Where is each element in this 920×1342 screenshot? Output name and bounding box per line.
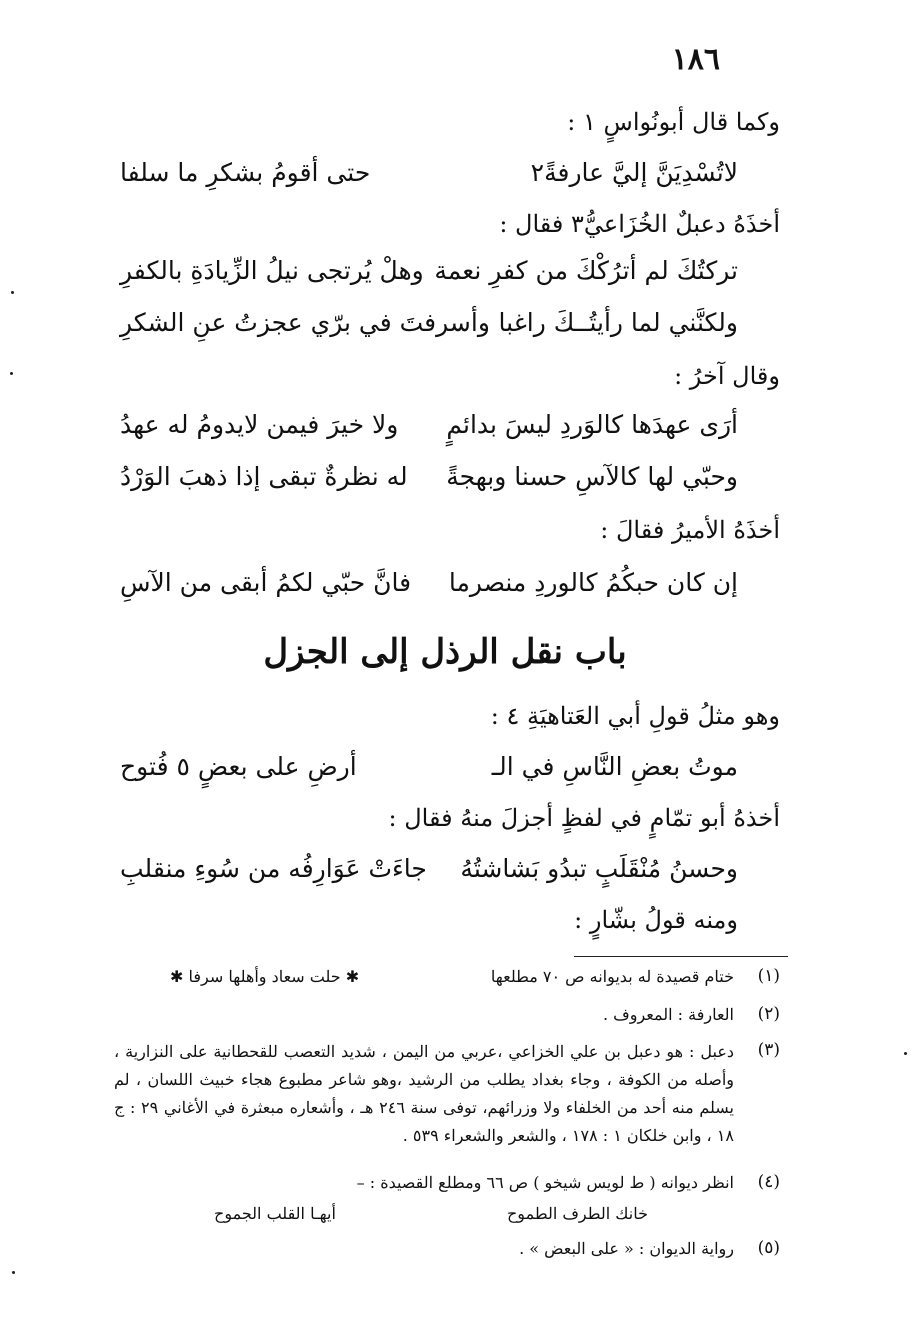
verse-1-first-hemistich: لاتُسْدِيَنَّ إليَّ عارفةً٢	[530, 158, 738, 187]
footnote-4-verse-second: أيهـا القلب الجموح	[214, 1204, 336, 1223]
verse-7-second-hemistich: أرضِ على بعضٍ ٥ فُتوح	[120, 752, 357, 781]
verse-8-first-hemistich: وحسنُ مُنْقَلَبٍ تبدُو بَشاشتُهُ	[460, 854, 738, 883]
verse-5-second-hemistich: له نظرةٌ تبقى إذا ذهبَ الوَرْدُ	[120, 462, 408, 491]
verse-4-second-hemistich: ولا خيرَ فيمن لايدومُ له عهدُ	[120, 410, 399, 439]
intro-line-abu-al-atahiya: وهو مثلُ قولِ أبي العَتاهيَةِ ٤ :	[490, 702, 780, 730]
verse-6-first-hemistich: إن كان حبكُمُ كالوردِ منصرما	[448, 568, 738, 597]
footnote-1-number: (١)	[757, 966, 780, 986]
verse-8-second-hemistich: جاءَتْ عَوَارِفُه من سُوءِ منقلبِ	[120, 854, 427, 883]
verse-7-first-hemistich: موتُ بعضِ النَّاسِ في الـ	[491, 752, 738, 781]
footnote-separator	[574, 956, 788, 957]
verse-2-second-hemistich: وهلْ يُرتجى نيلُ الزِّيادَةِ بالكفرِ	[120, 256, 424, 285]
verse-6-second-hemistich: فانَّ حبّي لكمُ أبقى من الآسِ	[120, 568, 412, 597]
scan-speck	[904, 1052, 907, 1055]
intro-line-another: وقال آخرُ :	[674, 362, 780, 390]
intro-line-abu-tammam: أخذهُ أبو تمّامٍ في لفظٍ أجزلَ منهُ فقال :	[388, 804, 780, 832]
footnote-5-number: (٥)	[757, 1238, 780, 1258]
verse-5-first-hemistich: وحبّي لها كالآسِ حسنا وبهجةً	[446, 462, 738, 491]
verse-3-second-hemistich: وأسرفتَ في برّي عجزتُ عنِ الشكرِ	[120, 308, 490, 337]
footnote-1-quote: ✱ حلت سعاد وأهلها سرفا ✱	[170, 967, 360, 986]
intro-line-bashshar: ومنه قولُ بشّارٍ :	[574, 906, 738, 934]
intro-line-dibil: أخذَهُ دعبلٌ الخُزَاعيُّ٣ فقال :	[499, 210, 780, 238]
footnote-4-number: (٤)	[757, 1172, 780, 1192]
footnote-3-text: دعبل : هو دعبل بن علي الخزاعي ،عربي من اليمن ، شديد التعصب للقحطانية على النزارية ، وأصله من الكوفة ، وجاء بغداد يطلب من الرشيد ،وهو شاعر مطبوع هجاء خبيث اللسان ، لم يسلم منه أحد من الخلفاء ولا وزرائهم، توفى سنة ٢٤٦ هـ ، وأشعاره مبعثرة في الأغاني ٢٩ : ج ١٨ ، وابن خلكان ١ : ١٧٨ ، والشعر والشعراء ٥٣٩ .	[114, 1042, 734, 1145]
verse-3-first-hemistich: ولكنَّني لما رأيتُــكَ راغبا	[498, 308, 738, 337]
footnote-1-text: ختام قصيدة له بديوانه ص ٧٠ مطلعها	[490, 967, 734, 986]
footnote-2-text: العارفة : المعروف .	[602, 1005, 734, 1024]
intro-line-abu-nuwas: وكما قال أبونُواسٍ ١ :	[567, 108, 780, 136]
verse-1-second-hemistich: حتى أقومُ بشكرِ ما سلفا	[120, 158, 371, 187]
scan-speck	[11, 291, 14, 294]
footnote-3-number: (٣)	[757, 1040, 780, 1060]
footnote-4-text: انظر ديوانه ( ط لويس شيخو ) ص ٦٦ ومطلع القصيدة : –	[356, 1173, 734, 1192]
footnote-4-verse-first: خانك الطرف الطموح	[506, 1204, 648, 1223]
scan-speck	[12, 1271, 15, 1274]
verse-4-first-hemistich: أرَى عهدَها كالوَردِ ليسَ بدائمٍ	[446, 410, 738, 439]
verse-2-first-hemistich: تركتُكَ لم أترُكْكَ من كفرِ نعمة	[434, 256, 738, 285]
scan-speck	[10, 372, 13, 375]
section-heading: باب نقل الرذل إلى الجزل	[263, 632, 627, 672]
intro-line-emir: أخذَهُ الأميرُ فقالَ :	[600, 516, 780, 544]
page-number: ١٨٦	[671, 42, 720, 77]
footnote-5-text: رواية الديوان : « على البعض » .	[519, 1239, 734, 1258]
footnote-2-number: (٢)	[757, 1004, 780, 1024]
